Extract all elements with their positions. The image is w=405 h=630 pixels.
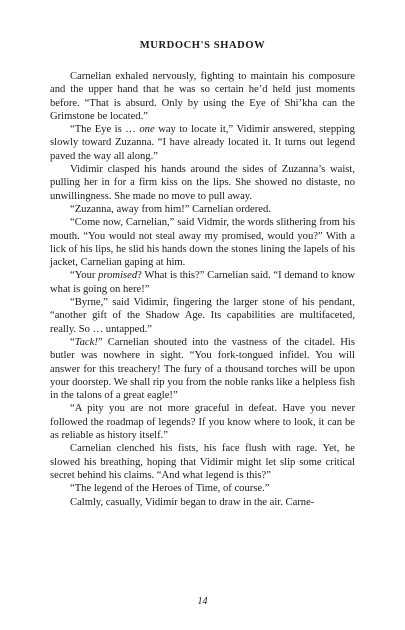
paragraph xyxy=(50,216,355,269)
text-run: Vidimir clasped his hands around the sides of Zuzanna’s waist, pulling her in for a firm kiss on the lips. She showed no distaste, no unwillingness. She made no move to pull away. xyxy=(50,164,355,202)
italic-text-run: Tack! xyxy=(74,336,98,348)
text-run: Carnelian clenched his fists, his face flush with rage. Yet, he slowed his breathing, hoping that Vidimir might let slip some critical secret behind his claims. “And what legend is this?” xyxy=(50,443,355,481)
text-run: ” Carnelian shouted into the vastness of the citadel. His butler was nowhere in sight. “You fork-tongued infidel. You will answer for this treachery! The fury of a thousand torches will be upon your doorstep. We shall rip you from the noble ranks like a helpless fish in the talons of a great eagle!” xyxy=(50,336,355,402)
text-run: “Byrne,” said Vidimir, fingering the larger stone of his pendant, “another gift of the Shadow Age. Its capabilities are multifaceted, really. So … untapped.” xyxy=(50,297,355,335)
text-run: way to locate it,” Vidimir answered, stepping slowly toward Zuzanna. “I have already located it. It turns out legend paved the way all along.” xyxy=(50,124,355,162)
italic-text-run: promised xyxy=(98,270,138,282)
text-run: “Come now, Carnelian,” said Vidmir, the words slithering from his mouth. “You would not steal away my promised, would you?” With a lick of his lips, he slid his hands down the stones lining the lapels of his jacket, Carnelian gaping at him. xyxy=(50,217,355,269)
text-run: “A pity you are not more graceful in defeat. Have you never followed the roadmap of legends? If you know where to look, it can be as reliable as history itself.” xyxy=(50,403,355,442)
text-run: Carnelian exhaled nervously, fighting to maintain his composure and the upper hand that he was so certain he’d held just moments before. “That is absurd. Only by using the Eye of Shi’kha can the Grimstone be located.” xyxy=(50,71,355,122)
paragraph xyxy=(50,336,355,402)
paragraph xyxy=(50,70,355,123)
text-run: ? What is this?” Carnelian said. “I demand to know what is going on here!” xyxy=(50,270,355,295)
text-run: Calmly, casually, Vidimir began to draw in the air. Carne- xyxy=(70,496,315,508)
paragraph xyxy=(50,203,355,216)
paragraph xyxy=(50,123,355,163)
body-text xyxy=(50,70,355,509)
text-run: “Your xyxy=(70,270,99,282)
paragraph xyxy=(50,482,355,495)
page-number: 14 xyxy=(197,596,208,607)
paragraph xyxy=(50,442,355,482)
text-run: “The legend of the Heroes of Time, of course.” xyxy=(70,483,270,495)
paragraph xyxy=(50,296,355,336)
paragraph xyxy=(50,496,355,509)
paragraph xyxy=(50,163,355,203)
text-run: “ xyxy=(70,336,75,348)
text-run: “Zuzanna, away from him!” Carnelian ordered. xyxy=(70,203,271,215)
text-run: “The Eye is … xyxy=(70,124,140,136)
paragraph xyxy=(50,402,355,442)
italic-text-run: one xyxy=(139,124,155,136)
running-head: MURDOCH'S SHADOW xyxy=(139,40,266,51)
paragraph xyxy=(50,269,355,296)
